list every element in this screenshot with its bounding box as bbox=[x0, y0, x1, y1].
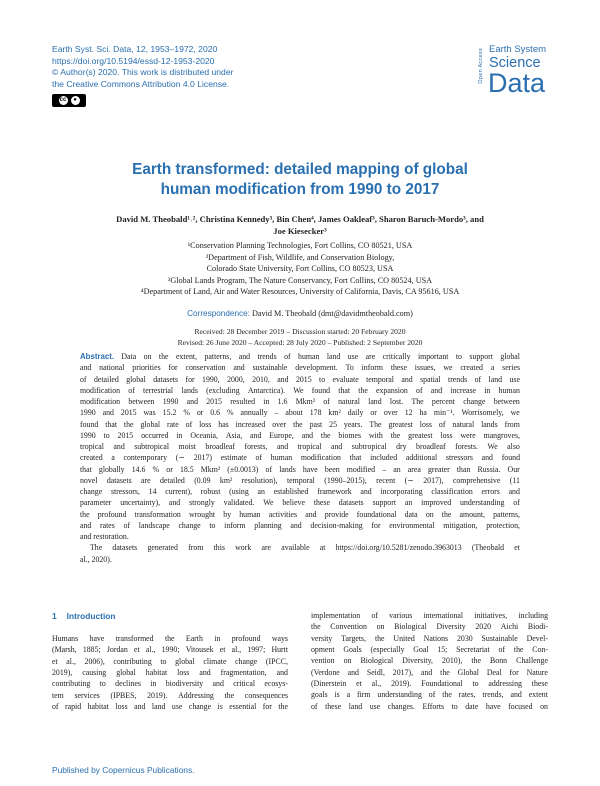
correspondence bbox=[60, 309, 540, 318]
logo-line-2: Science bbox=[489, 55, 541, 71]
logo-line-3: Data bbox=[488, 68, 546, 98]
logo-line-1: Earth System bbox=[489, 44, 547, 55]
data-availability-line: al., 2020). bbox=[80, 554, 112, 564]
journal-citation: Earth Syst. Sci. Data, 12, 1953–1972, 2020 bbox=[52, 44, 218, 54]
cc-icon: cc bbox=[59, 97, 67, 103]
abstract-line: novel datasets are detailed (0.09 km² resolution), temporal (1990–2015), recent (∼ 2017), comprehensive (11 bbox=[80, 475, 520, 485]
abstract-line: and rates of landscape change to inform planning and decision-making for environmental mitigation, protection, bbox=[80, 520, 520, 530]
correspondence-label: Correspondence: bbox=[187, 309, 250, 318]
body-line: vention on Biological Diversity, 2010), the Bonn Challenge bbox=[311, 656, 548, 666]
abstract-line: and national priorities for conservation and sustainable development. To inform these issues, we created a series bbox=[80, 363, 520, 373]
body-line: goals is a firm understanding of the rates, trends, and extent bbox=[311, 690, 548, 700]
abstract-line: created a contemporary (∼ 2017) estimate of human modification that included additional stressors and found bbox=[80, 453, 520, 463]
open-access-label: Open Access bbox=[478, 48, 484, 84]
correspondence-text[interactable]: David M. Theobald (dmt@davidmtheobald.com) bbox=[251, 309, 413, 318]
abstract-line: the profound transformation wrought by human activities and provide foundational data on the amount, patterns, bbox=[80, 509, 520, 519]
abstract-line: modification of terrestrial lands (excluding Antarctica). We found that the expansion of and increase in human bbox=[80, 385, 520, 395]
body-line: (Dinerstein et al., 2019). Foundational to addressing these bbox=[311, 679, 548, 689]
abstract-line: 1990 and 2015 was 15.2 % or 0.6 % annually – about 178 km² daily or over 12 ha min⁻¹. Worrisomely, we bbox=[80, 408, 520, 418]
body-line: et al., 2006), contributing to global climate change (IPCC, bbox=[52, 656, 288, 666]
affiliation-4: ⁴Department of Land, Air and Water Resources, University of California, Davis, CA 95616, USA bbox=[140, 287, 460, 296]
section-title: Introduction bbox=[66, 611, 116, 621]
abstract-line: 1990 to 2015 occurred in Oceania, Asia, and Europe, and the biomes with the greatest loss were mangroves, bbox=[80, 430, 520, 440]
body-line: 2019), causing global habitat loss and fragmentation, and bbox=[52, 668, 288, 678]
body-line: Humans have transformed the Earth in profound ways bbox=[52, 634, 288, 643]
dates-line-2: Revised: 26 June 2020 – Accepted: 28 July 2020 – Published: 2 September 2020 bbox=[177, 338, 423, 347]
body-line: opment Goals (especially Goal 15; Secretariat of the Con- bbox=[311, 645, 548, 655]
publisher-footer: Published by Copernicus Publications. bbox=[52, 765, 195, 775]
body-line: the Convention on Biological Diversity 2020 Aichi Biodi- bbox=[311, 622, 548, 632]
body-right-column bbox=[311, 610, 548, 712]
affiliation-3: ³Global Lands Program, The Nature Conservancy, Fort Collins, CO 80524, USA bbox=[167, 275, 433, 285]
abstract-line: found that the global rate of loss has increased over the past 25 years. The greatest loss of natural lands from bbox=[80, 419, 520, 429]
publication-dates bbox=[60, 326, 540, 348]
author-list bbox=[60, 213, 540, 237]
abstract bbox=[80, 351, 520, 565]
body-line: of rapid habitat loss and land use change is essential for the bbox=[52, 702, 288, 712]
doi-link[interactable]: https://doi.org/10.5194/essd-12-1953-2020 bbox=[52, 55, 215, 66]
title-line-2: human modification from 1990 to 2017 bbox=[160, 180, 440, 198]
abstract-line: parameter uncertainty), and strongly validated. We believe these datasets support an improved understanding of bbox=[80, 498, 520, 508]
cc-by-license-icon[interactable] bbox=[52, 94, 86, 107]
abstract-line: Abstract. Data on the extent, patterns, and trends of human land use are critically important to support global bbox=[80, 352, 520, 361]
body-line: implementation of various international initiatives, including bbox=[311, 611, 548, 620]
body-left-column bbox=[52, 633, 288, 712]
paper-title bbox=[60, 160, 540, 199]
rights-line-1: © Author(s) 2020. This work is distributed under bbox=[52, 67, 234, 78]
abstract-line: tropical and subtropical moist broadleaf forests, and tropical and subtropical dry broadleaf forests. We also bbox=[80, 442, 520, 451]
body-line: (Marsh, 1885; Jordan et al., 1990; Vitousek et al., 1997; Hurtt bbox=[52, 645, 288, 655]
data-availability-line: The datasets generated from this work are available at https://doi.org/10.5281/zenodo.3963013 (Theobald et bbox=[90, 543, 520, 553]
abstract-line: change stressors, 14 current), robust (using an established framework and incorporating classification errors and bbox=[80, 487, 520, 496]
body-line: versity Targets, the United Nations 2030 Sustainable Devel- bbox=[311, 633, 548, 643]
title-line-1: Earth transformed: detailed mapping of global bbox=[132, 161, 468, 178]
abstract-line: modification between 1990 and 2015 resulted in 1.6 Mkm² of natural land lost. The percent change between bbox=[80, 397, 520, 406]
affiliation-1: ¹Conservation Planning Technologies, Fort Collins, CO 80521, USA bbox=[187, 241, 413, 250]
authors-line-2: Joe Kiesecker³ bbox=[273, 226, 327, 236]
abstract-label: Abstract. bbox=[80, 352, 114, 361]
abstract-line: that globally 14.6 % or 18.5 Mkm² (±0.0013) of lands have been modified – an area greater than Russia. Our bbox=[80, 464, 520, 474]
dates-line-1: Received: 28 December 2019 – Discussion started: 20 February 2020 bbox=[194, 327, 406, 336]
body-line: contributing to declines in biodiversity and critical ecosys- bbox=[52, 679, 288, 689]
body-line: (Verdone and Seidl, 2017), and the Global Deal for Nature bbox=[311, 667, 548, 677]
affiliations bbox=[60, 240, 540, 298]
by-person-icon: ● bbox=[71, 96, 80, 105]
affiliation-2-cont: Colorado State University, Fort Collins, CO 80523, USA bbox=[206, 264, 394, 273]
body-line: of these land use changes. Efforts to date have focused on bbox=[311, 701, 548, 711]
section-heading bbox=[52, 611, 116, 621]
abstract-line: of detailed global datasets for 1990, 2000, 2010, and 2015 to evaluate temporal and spatial trends of land use bbox=[80, 374, 520, 384]
journal-info bbox=[52, 44, 233, 90]
rights-line-2: the Creative Commons Attribution 4.0 License. bbox=[52, 78, 230, 89]
abstract-line: and restoration. bbox=[80, 532, 129, 541]
section-number: 1 bbox=[52, 611, 57, 621]
authors-line-1: David M. Theobald¹˒², Christina Kennedy³, Bin Chen⁴, James Oakleaf³, Sharon Baruch-Mordo³, and bbox=[116, 214, 484, 224]
body-line: tem services (IPBES, 2019). Addressing the consequences bbox=[52, 690, 288, 700]
affiliation-2: ²Department of Fish, Wildlife, and Conservation Biology, bbox=[205, 252, 395, 262]
